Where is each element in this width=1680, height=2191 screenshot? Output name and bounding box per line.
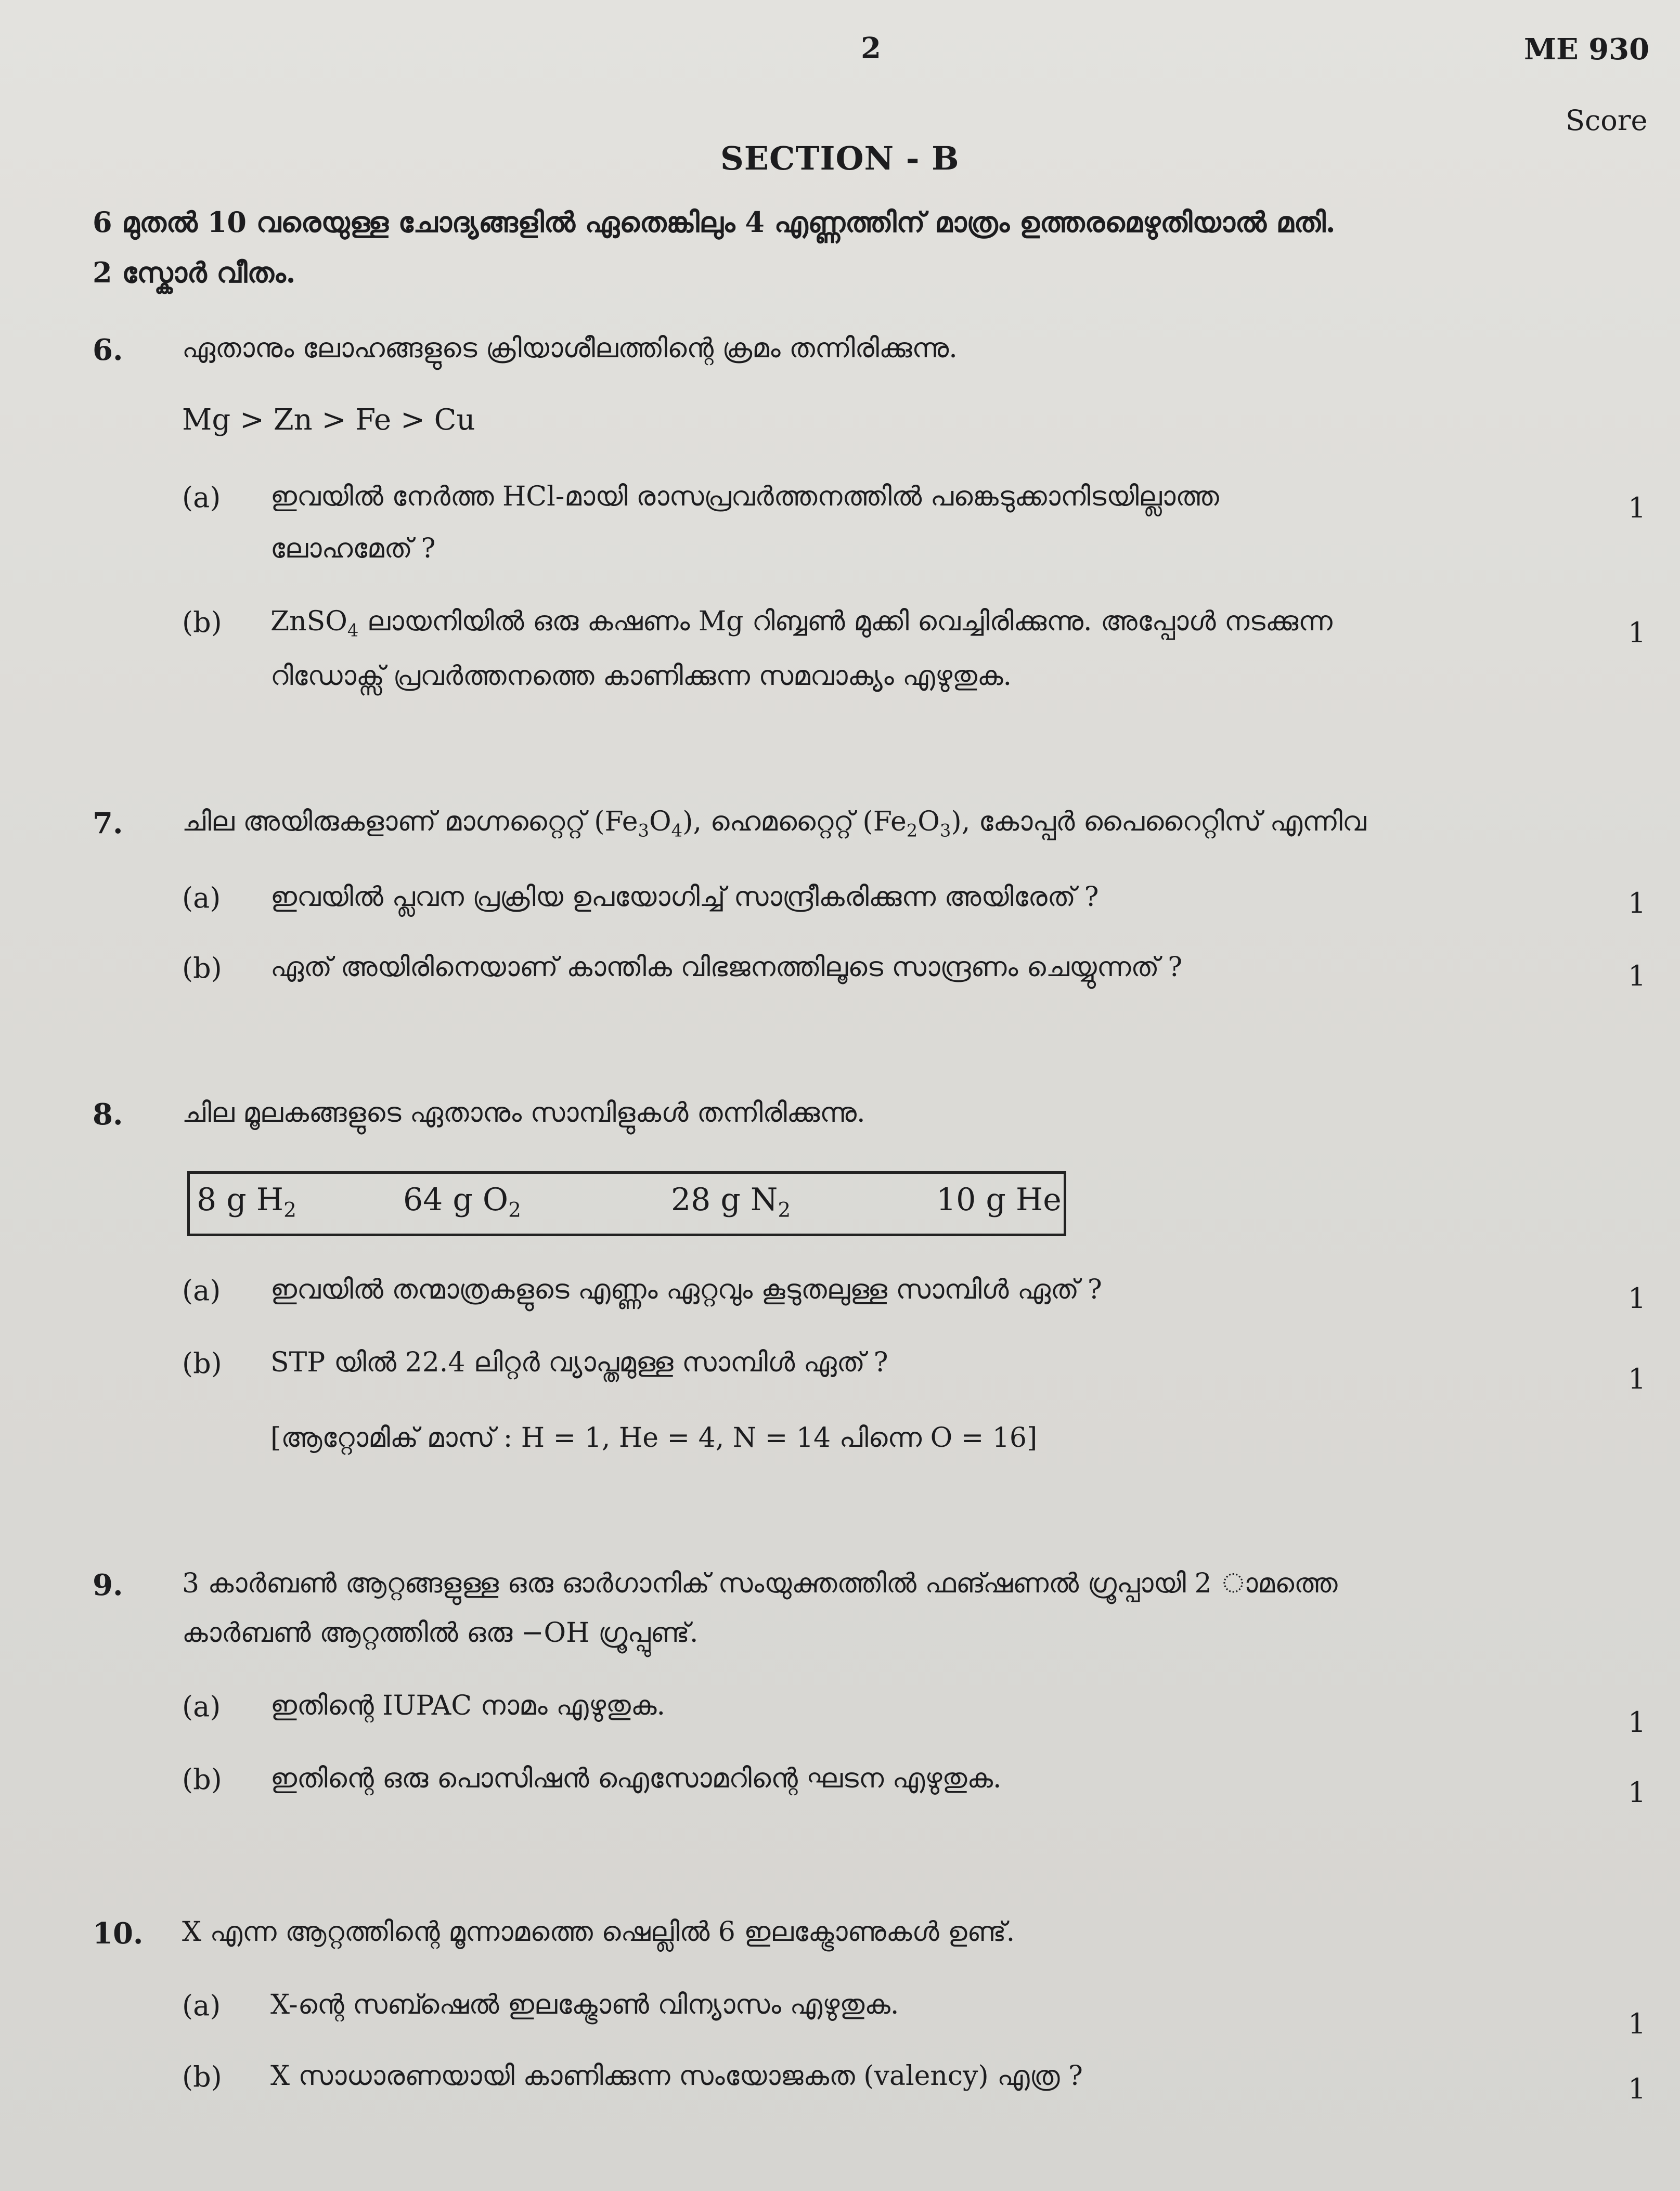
q10b-label: (b) [182,2060,222,2093]
q7b-label: (b) [182,952,222,984]
q9-line-2: കാർബൺ ആറ്റത്തിൽ ഒരു −OH ഗ്രൂപ്പുണ്ട്. [182,1617,699,1649]
q9-line-1: 3 കാർബൺ ആറ്റങ്ങളുള്ള ഒരു ഓർഗാനിക് സംയുക്തത്തിൽ ഫങ്ഷണൽ ഗ്രൂപ്പായി 2 ാമത്തെ [182,1568,1338,1599]
q6b-line-1: ZnSO$_4$ ലായനിയിൽ ഒരു കഷണം Mg റിബ്ബൺ മുക്കി വെച്ചിരിക്കുന്നു. അപ്പോൾ നടക്കുന്ന [270,606,1333,641]
q7-text: ചില അയിരുകളാണ് മാഗ്നറ്റൈറ്റ് $(Fe_3O_4)$, ഹെമറ്റൈറ്റ് $(Fe_2O_3)$, കോപ്പർ പൈറൈറ്റിസ് എന്നിവ [182,806,1366,841]
score-column-label: Score [1566,104,1648,137]
q6b-score: 1 [1628,616,1646,649]
q6a-label: (a) [182,481,221,514]
q8a-score: 1 [1628,1282,1646,1315]
q8-number: 8. [93,1097,123,1132]
q10b-text: X സാധാരണയായി കാണിക്കുന്ന സംയോജകത (valency) എത്ര ? [270,2060,1083,2092]
q6a-line-1: ഇവയിൽ നേർത്ത HCl-മായി രാസപ്രവർത്തനത്തിൽ പങ്കെടുക്കാനിടയില്ലാത്ത [270,481,1219,512]
q10b-score: 1 [1628,2072,1646,2105]
instructions-line-1: 6 മുതൽ 10 വരെയുള്ള ചോദ്യങ്ങളിൽ ഏതെങ്കിലും 4 എണ്ണത്തിന് മാത്രം ഉത്തരമെഴുതിയാൽ മതി. [93,205,1336,239]
page-number: 2 [861,31,881,66]
q6-number: 6. [93,333,123,367]
q7a-score: 1 [1628,887,1646,919]
section-title: SECTION - B [720,139,960,177]
q8b-score: 1 [1628,1363,1646,1395]
q8a-label: (a) [182,1274,221,1307]
q10a-text: X-ന്റെ സബ്ഷെൽ ഇലക്ട്രോൺ വിന്യാസം എഴുതുക. [270,1989,899,2020]
q10-text: X എന്ന ആറ്റത്തിന്റെ മൂന്നാമത്തെ ഷെല്ലിൽ 6 ഇലക്ട്രോണുകൾ ഉണ്ട്. [182,1916,1015,1948]
q8-text: ചില മൂലകങ്ങളുടെ ഏതാനും സാമ്പിളുകൾ തന്നിരിക്കുന്നു. [182,1097,865,1129]
samples-table [187,1171,1066,1236]
q7b-text: ഏത് അയിരിനെയാണ് കാന്തിക വിഭജനത്തിലൂടെ സാന്ദ്രണം ചെയ്യുന്നത് ? [270,952,1183,983]
q9a-label: (a) [182,1690,221,1723]
instructions-line-2: 2 സ്കോർ വീതം. [93,256,296,289]
q10a-score: 1 [1628,2007,1646,2040]
q7b-score: 1 [1628,960,1646,992]
exam-code: ME 930 [1524,32,1650,67]
q8b-text: STP യിൽ 22.4 ലിറ്റർ വ്യാപ്തമുള്ള സാമ്പിൾ ഏത് ? [270,1347,888,1378]
q6b-label: (b) [182,606,222,639]
q9b-label: (b) [182,1763,222,1796]
q9b-score: 1 [1628,1776,1646,1809]
q9a-text: ഇതിന്റെ IUPAC നാമം എഴുതുക. [270,1690,666,1721]
q7a-text: ഇവയിൽ പ്ലവന പ്രക്രിയ ഉപയോഗിച്ച് സാന്ദ്രീകരിക്കുന്ന അയിരേത് ? [270,881,1099,913]
q6a-line-2: ലോഹമേത് ? [270,533,436,564]
q9a-score: 1 [1628,1706,1646,1739]
q9b-text: ഇതിന്റെ ഒരു പൊസിഷൻ ഐസോമറിന്റെ ഘടന എഴുതുക. [270,1763,1002,1794]
q10-number: 10. [93,1916,144,1951]
q9-number: 9. [93,1568,123,1602]
q10a-label: (a) [182,1989,221,2022]
q8b-label: (b) [182,1347,222,1380]
q6-reactivity-series: Mg > Zn > Fe > Cu [182,403,475,437]
q7a-label: (a) [182,881,221,914]
q8-atomic-mass-note: [ആറ്റോമിക് മാസ് : H = 1, He = 4, N = 14 പിന്നെ O = 16] [270,1422,1038,1454]
sample-oxygen: 64 g $O_2$ [403,1182,521,1222]
sample-hydrogen: 8 g $H_2$ [197,1182,296,1222]
sample-nitrogen: 28 g $N_2$ [671,1182,791,1222]
q8a-text: ഇവയിൽ തന്മാത്രകളുടെ എണ്ണം ഏറ്റവും കൂടുതലുള്ള സാമ്പിൾ ഏത് ? [270,1274,1102,1305]
q6a-score: 1 [1628,491,1646,524]
sample-helium: 10 g He [936,1182,1062,1218]
q6-text: ഏതാനും ലോഹങ്ങളുടെ ക്രിയാശീലത്തിന്റെ ക്രമം തന്നിരിക്കുന്നു. [182,333,958,364]
q6b-line-2: റിഡോക്സ് പ്രവർത്തനത്തെ കാണിക്കുന്ന സമവാക്യം എഴുതുക. [270,660,1012,692]
q7-number: 7. [93,806,123,840]
